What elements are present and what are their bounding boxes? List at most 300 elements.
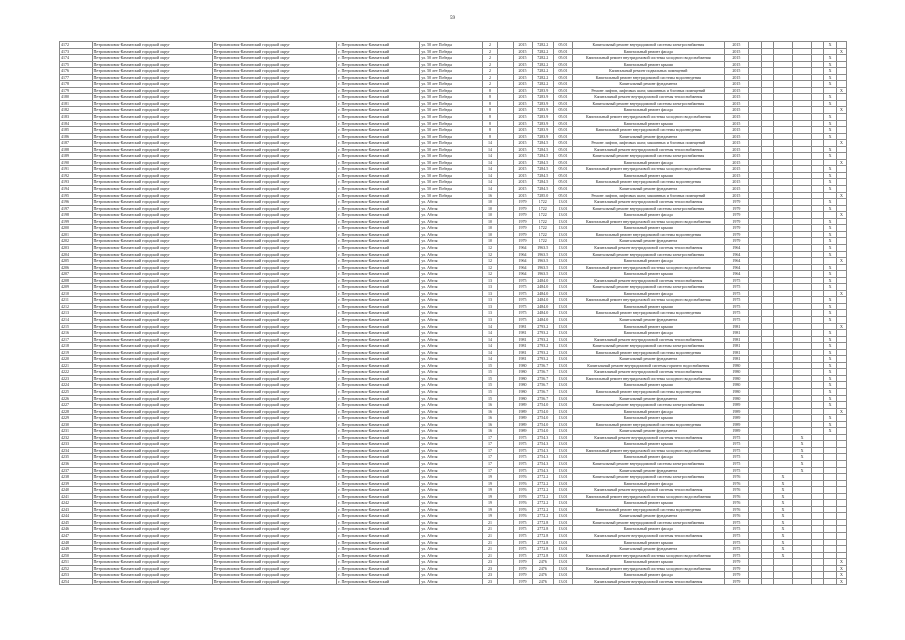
cell-criterion: 05.01 <box>553 55 572 62</box>
cell-municipality: Петропавловск-Камчатский городской округ <box>92 81 212 88</box>
cell-record-number: 4182 <box>60 107 93 114</box>
cell-street: ул. 50 лет Победы <box>420 74 483 81</box>
cell-record-number: 4231 <box>60 428 93 435</box>
cell-settlement: Петропавловск-Камчатский городской округ <box>212 251 337 258</box>
cell-work-type: Капитальный ремонт внутридомовой системы электроснабжения <box>573 343 725 350</box>
cell-mark: X <box>773 546 792 553</box>
cell-planned-year: 1979 <box>724 205 749 212</box>
cell-settlement: Петропавловск-Камчатский городской округ <box>212 578 337 585</box>
cell-planned-year: 1980 <box>724 395 749 402</box>
cell-record-number: 4243 <box>60 506 93 513</box>
cell-municipality: Петропавловск-Камчатский городской округ <box>92 559 212 566</box>
cell-mark: X <box>824 238 836 245</box>
cell-area: 2754.0 <box>532 415 553 422</box>
cell-mark: X <box>824 349 836 356</box>
cell-mark: X <box>836 559 846 566</box>
cell-mark: X <box>824 74 836 81</box>
cell-house-number: 12 <box>483 271 498 278</box>
cell-record-number: 4253 <box>60 572 93 579</box>
cell-house-number: 13 <box>483 303 498 310</box>
cell-house-number: 16 <box>483 408 498 415</box>
cell-house-number: 13 <box>483 277 498 284</box>
cell-settlement: Петропавловск-Камчатский городской округ <box>212 474 337 481</box>
cell-criterion: 13.01 <box>553 356 572 363</box>
cell-mark <box>773 578 792 585</box>
cell-mark: X <box>793 447 812 454</box>
cell-mark: X <box>824 81 836 88</box>
cell-street: ул. Абеля <box>420 264 483 271</box>
cell-municipality: Петропавловск-Камчатский городской округ <box>92 192 212 199</box>
cell-work-type: Капитальный ремонт фасада <box>573 408 725 415</box>
cell-year-commissioned: 1980 <box>513 388 532 395</box>
cell-house-number: 19 <box>483 506 498 513</box>
cell-year-commissioned: 1981 <box>513 356 532 363</box>
cell-street: ул. Абеля <box>420 565 483 572</box>
cell-settlement: Петропавловск-Камчатский городской округ <box>212 375 337 382</box>
cell-year-commissioned: 2015 <box>513 179 532 186</box>
cell-year-commissioned: 1964 <box>513 264 532 271</box>
cell-settlement: Петропавловск-Камчатский городской округ <box>212 447 337 454</box>
cell-street: ул. 50 лет Победы <box>420 94 483 101</box>
cell-mark <box>824 578 836 585</box>
cell-year-commissioned: 2015 <box>513 74 532 81</box>
cell-planned-year: 2015 <box>724 146 749 153</box>
cell-street: ул. Абеля <box>420 369 483 376</box>
cell-work-type: Капитальный ремонт внутридомовой системы горячего водоснабжения <box>573 362 725 369</box>
cell-city: г. Петропавловск-Камчатский <box>337 323 420 330</box>
cell-year-commissioned: 2015 <box>513 153 532 160</box>
cell-house-number: 2 <box>483 74 498 81</box>
cell-street: ул. Абеля <box>420 506 483 513</box>
cell-work-type: Капитальный ремонт внутридомовой системы теплоснабжения <box>573 277 725 284</box>
cell-mark: X <box>793 467 812 474</box>
cell-planned-year: 2015 <box>724 55 749 62</box>
cell-area: 2793.2 <box>532 336 553 343</box>
cell-municipality: Петропавловск-Камчатский городской округ <box>92 172 212 179</box>
cell-street: ул. 50 лет Победы <box>420 120 483 127</box>
cell-settlement: Петропавловск-Камчатский городской округ <box>212 120 337 127</box>
cell-municipality: Петропавловск-Камчатский городской округ <box>92 336 212 343</box>
cell-street: ул. Абеля <box>420 225 483 232</box>
cell-criterion: 13.01 <box>553 271 572 278</box>
cell-settlement: Петропавловск-Камчатский городской округ <box>212 271 337 278</box>
cell-settlement: Петропавловск-Камчатский городской округ <box>212 395 337 402</box>
cell-street: ул. Абеля <box>420 375 483 382</box>
cell-municipality: Петропавловск-Камчатский городской округ <box>92 153 212 160</box>
cell-mark: X <box>824 356 836 363</box>
cell-house-number: 15 <box>483 395 498 402</box>
cell-year-commissioned: 2015 <box>513 186 532 193</box>
cell-street: ул. Абеля <box>420 316 483 323</box>
cell-work-type: Капитальный ремонт крыши <box>573 415 725 422</box>
cell-city: г. Петропавловск-Камчатский <box>337 153 420 160</box>
cell-municipality: Петропавловск-Камчатский городской округ <box>92 323 212 330</box>
cell-settlement: Петропавловск-Камчатский городской округ <box>212 303 337 310</box>
cell-settlement: Петропавловск-Камчатский городской округ <box>212 74 337 81</box>
cell-year-commissioned: 1976 <box>513 513 532 520</box>
cell-settlement: Петропавловск-Камчатский городской округ <box>212 461 337 468</box>
cell-settlement: Петропавловск-Камчатский городской округ <box>212 238 337 245</box>
cell-city: г. Петропавловск-Камчатский <box>337 513 420 520</box>
cell-planned-year: 2015 <box>724 133 749 140</box>
cell-work-type: Капитальный ремонт внутридомовой системы холодного водоснабжения <box>573 447 725 454</box>
cell-municipality: Петропавловск-Камчатский городской округ <box>92 362 212 369</box>
cell-mark: X <box>824 120 836 127</box>
cell-work-type: Капитальный ремонт крыши <box>573 441 725 448</box>
cell-settlement: Петропавловск-Камчатский городской округ <box>212 218 337 225</box>
cell-mark: X <box>824 343 836 350</box>
cell-mark: X <box>824 114 836 121</box>
cell-municipality: Петропавловск-Камчатский городской округ <box>92 107 212 114</box>
cell-record-number: 4233 <box>60 441 93 448</box>
cell-municipality: Петропавловск-Камчатский городской округ <box>92 552 212 559</box>
cell-settlement: Петропавловск-Камчатский городской округ <box>212 81 337 88</box>
cell-criterion: 13.01 <box>553 572 572 579</box>
cell-mark: X <box>824 336 836 343</box>
cell-work-type: Капитальный ремонт крыши <box>573 559 725 566</box>
cell-criterion: 13.01 <box>553 264 572 271</box>
cell-criterion: 05.01 <box>553 140 572 147</box>
cell-mark: X <box>773 513 792 520</box>
cell-settlement: Петропавловск-Камчатский городской округ <box>212 225 337 232</box>
cell-street: ул. Абеля <box>420 474 483 481</box>
cell-settlement: Петропавловск-Камчатский городской округ <box>212 127 337 134</box>
cell-city: г. Петропавловск-Камчатский <box>337 277 420 284</box>
cell-mark: X <box>824 100 836 107</box>
cell-record-number: 4217 <box>60 336 93 343</box>
cell-planned-year: 1975 <box>724 447 749 454</box>
cell-city: г. Петропавловск-Камчатский <box>337 55 420 62</box>
cell-work-type: Капитальный ремонт фасада <box>573 454 725 461</box>
cell-year-commissioned: 1975 <box>513 539 532 546</box>
cell-record-number: 4179 <box>60 87 93 94</box>
cell-house-number: 10 <box>483 225 498 232</box>
cell-planned-year: 1976 <box>724 500 749 507</box>
cell-municipality: Петропавловск-Камчатский городской округ <box>92 271 212 278</box>
cell-record-number: 4230 <box>60 421 93 428</box>
page-number: 59 <box>450 16 455 21</box>
cell-year-commissioned: 2015 <box>513 192 532 199</box>
cell-planned-year: 1979 <box>724 231 749 238</box>
cell-mark: X <box>836 192 846 199</box>
cell-year-commissioned: 1975 <box>513 454 532 461</box>
cell-planned-year: 1975 <box>724 461 749 468</box>
cell-municipality: Петропавловск-Камчатский городской округ <box>92 395 212 402</box>
cell-city: г. Петропавловск-Камчатский <box>337 362 420 369</box>
cell-area: 7284.5 <box>532 146 553 153</box>
cell-criterion: 13.01 <box>553 316 572 323</box>
cell-record-number: 4203 <box>60 244 93 251</box>
cell-house-number: 16 <box>483 192 498 199</box>
cell-work-type: Капитальный ремонт фасада <box>573 48 725 55</box>
cell-planned-year: 1975 <box>724 552 749 559</box>
cell-work-type: Капитальный ремонт крыши <box>573 225 725 232</box>
cell-mark: X <box>824 388 836 395</box>
cell-work-type: Капитальный ремонт крыши <box>573 382 725 389</box>
cell-year-commissioned: 1981 <box>513 349 532 356</box>
cell-year-commissioned: 2015 <box>513 140 532 147</box>
cell-criterion: 13.01 <box>553 251 572 258</box>
cell-work-type: Ремонт лифтов, лифтовых шахт, машинных и блочных помещений <box>573 140 725 147</box>
cell-city: г. Петропавловск-Камчатский <box>337 421 420 428</box>
cell-mark: X <box>836 87 846 94</box>
cell-city: г. Петропавловск-Камчатский <box>337 408 420 415</box>
cell-work-type: Капитальный ремонт внутридомовой системы холодного водоснабжения <box>573 218 725 225</box>
cell-area: 2484.0 <box>532 297 553 304</box>
cell-mark: X <box>773 519 792 526</box>
cell-year-commissioned: 2015 <box>513 127 532 134</box>
cell-street: ул. Абеля <box>420 205 483 212</box>
cell-mark: X <box>773 500 792 507</box>
cell-planned-year: 1981 <box>724 349 749 356</box>
cell-planned-year: 2015 <box>724 61 749 68</box>
cell-street: ул. Абеля <box>420 552 483 559</box>
cell-planned-year: 2015 <box>724 68 749 75</box>
cell-planned-year: 1975 <box>724 533 749 540</box>
cell-planned-year: 1989 <box>724 421 749 428</box>
cell-planned-year: 1975 <box>724 434 749 441</box>
cell-record-number: 4180 <box>60 94 93 101</box>
cell-street: ул. 50 лет Победы <box>420 153 483 160</box>
cell-year-commissioned: 2015 <box>513 120 532 127</box>
cell-year-commissioned: 1980 <box>513 382 532 389</box>
cell-planned-year: 2015 <box>724 107 749 114</box>
cell-area: 1963.5 <box>532 264 553 271</box>
cell-criterion: 13.01 <box>553 369 572 376</box>
cell-street: ул. Абеля <box>420 519 483 526</box>
cell-house-number: 17 <box>483 454 498 461</box>
cell-municipality: Петропавловск-Камчатский городской округ <box>92 244 212 251</box>
cell-settlement: Петропавловск-Камчатский городской округ <box>212 487 337 494</box>
cell-settlement: Петропавловск-Камчатский городской округ <box>212 369 337 376</box>
cell-record-number: 4251 <box>60 559 93 566</box>
cell-mark: X <box>793 461 812 468</box>
cell-planned-year: 2015 <box>724 192 749 199</box>
cell-area: 7284.5 <box>532 159 553 166</box>
cell-house-number: 21 <box>483 533 498 540</box>
cell-planned-year: 1981 <box>724 336 749 343</box>
cell-house-number: 8 <box>483 114 498 121</box>
cell-planned-year: 1979 <box>724 238 749 245</box>
cell-city: г. Петропавловск-Камчатский <box>337 382 420 389</box>
cell-planned-year: 1981 <box>724 343 749 350</box>
cell-planned-year: 2015 <box>724 159 749 166</box>
cell-criterion: 05.01 <box>553 114 572 121</box>
cell-house-number: 14 <box>483 140 498 147</box>
cell-settlement: Петропавловск-Камчатский городской округ <box>212 330 337 337</box>
cell-city: г. Петропавловск-Камчатский <box>337 310 420 317</box>
cell-house-number: 15 <box>483 388 498 395</box>
cell-house-number: 12 <box>483 258 498 265</box>
cell-criterion: 13.01 <box>553 526 572 533</box>
cell-year-commissioned: 2015 <box>513 107 532 114</box>
cell-year-commissioned: 1975 <box>513 467 532 474</box>
cell-street: ул. Абеля <box>420 434 483 441</box>
cell-city: г. Петропавловск-Камчатский <box>337 526 420 533</box>
cell-area: 2484.0 <box>532 290 553 297</box>
cell-municipality: Петропавловск-Камчатский городской округ <box>92 349 212 356</box>
cell-work-type: Капитальный ремонт фасада <box>573 526 725 533</box>
cell-criterion: 05.01 <box>553 153 572 160</box>
cell-city: г. Петропавловск-Камчатский <box>337 87 420 94</box>
cell-municipality: Петропавловск-Камчатский городской округ <box>92 546 212 553</box>
cell-work-type: Капитальный ремонт внутридомовой системы холодного водоснабжения <box>573 493 725 500</box>
cell-planned-year: 1964 <box>724 244 749 251</box>
cell-settlement: Петропавловск-Камчатский городской округ <box>212 199 337 206</box>
cell-planned-year: 1979 <box>724 199 749 206</box>
cell-year-commissioned: 1975 <box>513 552 532 559</box>
cell-street: ул. Абеля <box>420 251 483 258</box>
cell-year-commissioned: 1979 <box>513 559 532 566</box>
cell-municipality: Петропавловск-Камчатский городской округ <box>92 428 212 435</box>
cell-record-number: 4207 <box>60 271 93 278</box>
cell-municipality: Петропавловск-Камчатский городской округ <box>92 441 212 448</box>
cell-year-commissioned: 1979 <box>513 205 532 212</box>
cell-city: г. Петропавловск-Камчатский <box>337 297 420 304</box>
cell-mark: X <box>836 565 846 572</box>
cell-municipality: Петропавловск-Камчатский городской округ <box>92 94 212 101</box>
cell-area: 1963.5 <box>532 244 553 251</box>
cell-record-number: 4210 <box>60 290 93 297</box>
cell-municipality: Петропавловск-Камчатский городской округ <box>92 284 212 291</box>
cell-house-number: 19 <box>483 513 498 520</box>
cell-municipality: Петропавловск-Камчатский городской округ <box>92 454 212 461</box>
cell-area: 2756.7 <box>532 375 553 382</box>
cell-mark: X <box>773 506 792 513</box>
cell-year-commissioned: 1981 <box>513 323 532 330</box>
cell-city: г. Петропавловск-Камчатский <box>337 159 420 166</box>
cell-record-number: 4201 <box>60 231 93 238</box>
cell-area: 7283.9 <box>532 94 553 101</box>
cell-area: 2754.3 <box>532 454 553 461</box>
cell-area: 2476 <box>532 578 553 585</box>
cell-record-number: 4200 <box>60 225 93 232</box>
cell-work-type: Капитальный ремонт внутридомовой системы теплоснабжения <box>573 369 725 376</box>
cell-street: ул. Абеля <box>420 199 483 206</box>
cell-street: ул. 50 лет Победы <box>420 133 483 140</box>
cell-record-number: 4234 <box>60 447 93 454</box>
cell-work-type: Капитальный ремонт фасада <box>573 258 725 265</box>
cell-settlement: Петропавловск-Камчатский городской округ <box>212 572 337 579</box>
cell-house-number: 21 <box>483 539 498 546</box>
cell-area: 2756.7 <box>532 362 553 369</box>
cell-area: 2772.8 <box>532 526 553 533</box>
cell-area: 7282.2 <box>532 55 553 62</box>
cell-area: 1722 <box>532 238 553 245</box>
cell-city: г. Петропавловск-Камчатский <box>337 461 420 468</box>
cell-record-number: 4175 <box>60 61 93 68</box>
cell-municipality: Петропавловск-Камчатский городской округ <box>92 179 212 186</box>
cell-record-number: 4236 <box>60 461 93 468</box>
cell-area: 2754.3 <box>532 441 553 448</box>
cell-year-commissioned: 2015 <box>513 48 532 55</box>
cell-settlement: Петропавловск-Камчатский городской округ <box>212 539 337 546</box>
cell-work-type: Капитальный ремонт внутридомовой системы теплоснабжения <box>573 533 725 540</box>
cell-city: г. Петропавловск-Камчатский <box>337 212 420 219</box>
cell-criterion: 13.01 <box>553 506 572 513</box>
cell-city: г. Петропавловск-Камчатский <box>337 251 420 258</box>
cell-settlement: Петропавловск-Камчатский городской округ <box>212 526 337 533</box>
cell-municipality: Петропавловск-Камчатский городской округ <box>92 474 212 481</box>
cell-municipality: Петропавловск-Камчатский городской округ <box>92 533 212 540</box>
cell-work-type: Капитальный ремонт внутридомовой системы теплоснабжения <box>573 244 725 251</box>
cell-planned-year: 1979 <box>724 212 749 219</box>
cell-city: г. Петропавловск-Камчатский <box>337 94 420 101</box>
cell-area: 2756.7 <box>532 382 553 389</box>
cell-record-number: 4191 <box>60 166 93 173</box>
cell-settlement: Петропавловск-Камчатский городской округ <box>212 94 337 101</box>
cell-work-type: Капитальный ремонт крыши <box>573 500 725 507</box>
cell-settlement: Петропавловск-Камчатский городской округ <box>212 192 337 199</box>
cell-street: ул. Абеля <box>420 408 483 415</box>
cell-city: г. Петропавловск-Камчатский <box>337 487 420 494</box>
cell-city: г. Петропавловск-Камчатский <box>337 133 420 140</box>
cell-year-commissioned: 2015 <box>513 114 532 121</box>
cell-year-commissioned: 1989 <box>513 402 532 409</box>
cell-area: 2754.0 <box>532 421 553 428</box>
cell-city: г. Петропавловск-Камчатский <box>337 100 420 107</box>
cell-record-number: 4205 <box>60 258 93 265</box>
cell-municipality: Петропавловск-Камчатский городской округ <box>92 251 212 258</box>
cell-settlement: Петропавловск-Камчатский городской округ <box>212 48 337 55</box>
cell-settlement: Петропавловск-Камчатский городской округ <box>212 61 337 68</box>
cell-work-type: Капитальный ремонт внутридомовой системы теплоснабжения <box>573 146 725 153</box>
cell-mark: X <box>773 533 792 540</box>
cell-city: г. Петропавловск-Камчатский <box>337 369 420 376</box>
cell-house-number: 15 <box>483 362 498 369</box>
cell-criterion: 13.01 <box>553 513 572 520</box>
cell-work-type: Капитальный ремонт фасада <box>573 290 725 297</box>
cell-record-number: 4187 <box>60 140 93 147</box>
cell-record-number: 4248 <box>60 539 93 546</box>
cell-street: ул. Абеля <box>420 513 483 520</box>
cell-settlement: Петропавловск-Камчатский городской округ <box>212 310 337 317</box>
cell-record-number: 4252 <box>60 565 93 572</box>
cell-area: 7282.2 <box>532 61 553 68</box>
cell-mark: X <box>824 415 836 422</box>
cell-city: г. Петропавловск-Камчатский <box>337 447 420 454</box>
cell-record-number: 4242 <box>60 500 93 507</box>
cell-area: 7285.0 <box>532 192 553 199</box>
cell-municipality: Петропавловск-Камчатский городской округ <box>92 297 212 304</box>
cell-record-number: 4229 <box>60 415 93 422</box>
cell-municipality: Петропавловск-Камчатский городской округ <box>92 146 212 153</box>
cell-municipality: Петропавловск-Камчатский городской округ <box>92 369 212 376</box>
cell-house-number: 17 <box>483 434 498 441</box>
cell-mark: X <box>824 172 836 179</box>
cell-record-number: 4223 <box>60 375 93 382</box>
cell-street: ул. Абеля <box>420 231 483 238</box>
cell-street: ул. Абеля <box>420 493 483 500</box>
cell-record-number: 4219 <box>60 349 93 356</box>
cell-city: г. Петропавловск-Камчатский <box>337 48 420 55</box>
cell-street: ул. 50 лет Победы <box>420 186 483 193</box>
cell-area: 7283.9 <box>532 133 553 140</box>
cell-mark: X <box>824 55 836 62</box>
table-row <box>60 578 847 585</box>
cell-settlement: Петропавловск-Камчатский городской округ <box>212 552 337 559</box>
cell-mark: X <box>824 382 836 389</box>
cell-street: ул. 50 лет Победы <box>420 146 483 153</box>
cell-mark: X <box>836 323 846 330</box>
cell-record-number: 4218 <box>60 343 93 350</box>
cell-house-number: 21 <box>483 519 498 526</box>
cell-criterion: 13.01 <box>553 408 572 415</box>
cell-planned-year: 2015 <box>724 87 749 94</box>
cell-work-type: Капитальный ремонт внутридомовой системы водоотведения <box>573 179 725 186</box>
cell-planned-year: 2015 <box>724 172 749 179</box>
cell-mark: X <box>836 107 846 114</box>
